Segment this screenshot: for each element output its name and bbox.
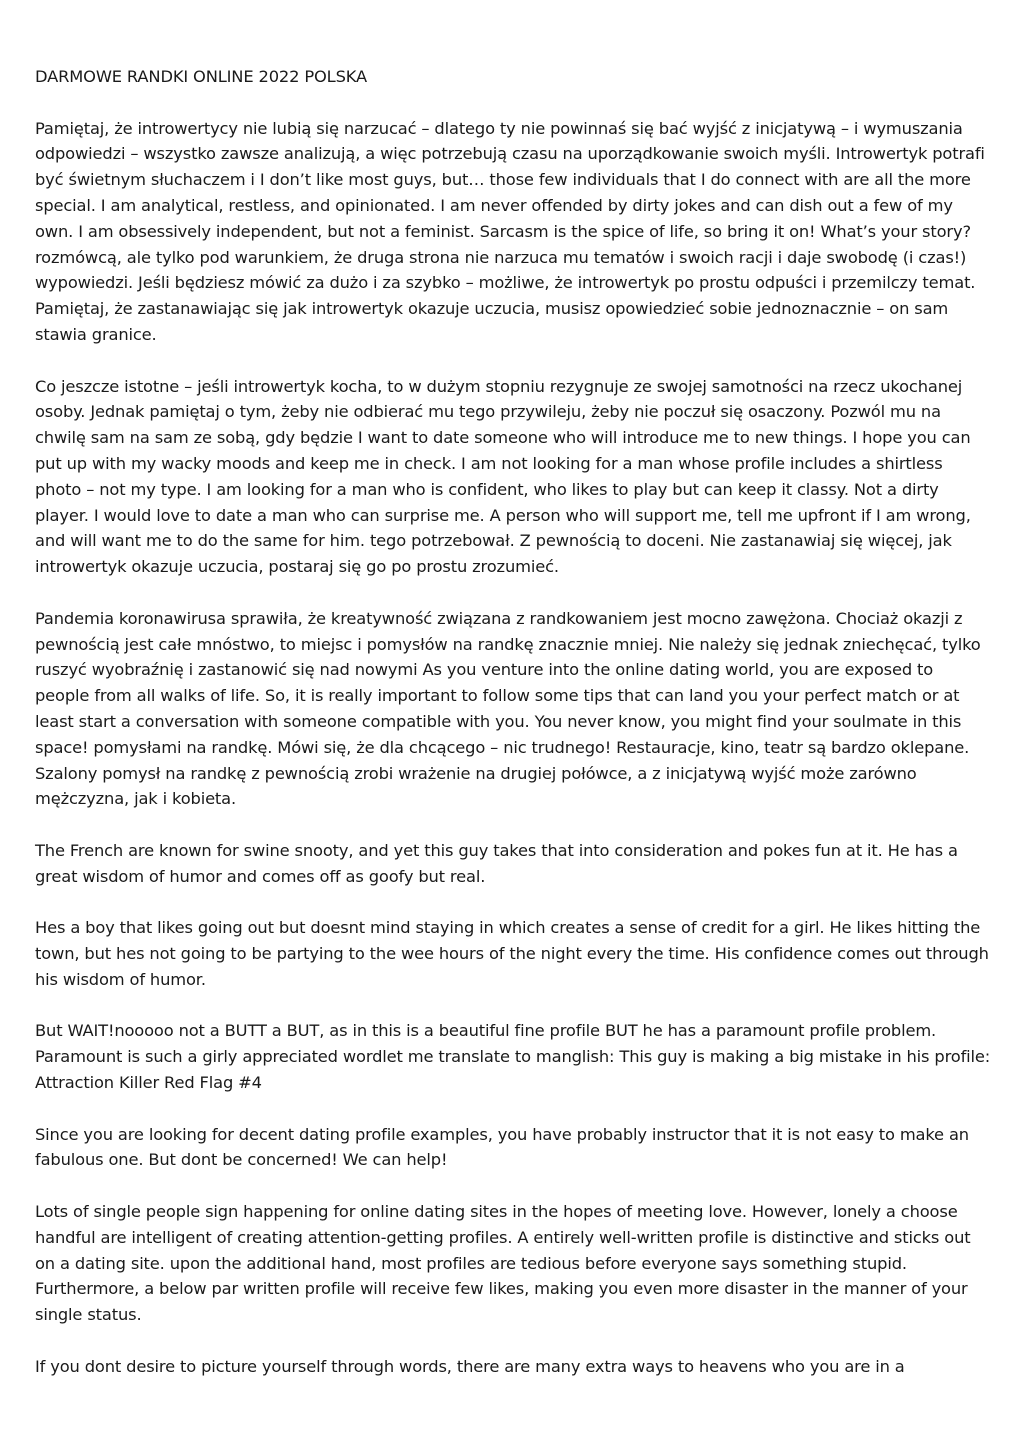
paragraph-pandemic: Pandemia koronawirusa sprawiła, że kreatywność związana z randkowaniem jest mocno zawężona. Chociaż okazji z pewnością jest całe mnóstwo, to miejsc i pomysłów na randkę znacznie mniej. Nie należy się jednak zniechęcać, tylko ruszyć wyobraźnię i zastanowić się nad nowymi As you venture into the online dating world, you are exposed to people from all walks of life. So, it is really important to follow some tips that can land you your perfect match or at least start a conversation with someone compatible with you. You never know, you might find your soulmate in this space! pomysłami na randkę. Mówi się, że dla chcącego – nic trudnego! Restauracje, kino, teatr są bardzo oklepane. Szalony pomysł na randkę z pewnością zrobi wrażenie na drugiej połówce, a z inicjatywą wyjść może zarówno mężczyzna, jak i kobieta.	[35, 608, 981, 809]
paragraph-examples: Since you are looking for decent dating profile examples, you have probably instructor that it is not easy to make an fabulous one. But dont be concerned! We can help!	[35, 1124, 969, 1170]
document-title: DARMOWE RANDKI ONLINE 2022 POLSKA	[35, 67, 368, 86]
paragraph-french: The French are known for swine snooty, and yet this guy takes that into consideration and pokes fun at it. He has a great wisdom of humor and comes off as goofy but real.	[35, 840, 958, 886]
paragraph-introvert-2: Co jeszcze istotne – jeśli introwertyk kocha, to w dużym stopniu rezygnuje ze swojej samotności na rzecz ukochanej osoby. Jednak pamiętaj o tym, żeby nie odbierać mu tego przywileju, żeby nie poczuł się osaczony. Pozwól mu na chwilę sam na sam ze sobą, gdy będzie I want to date someone who will introduce me to new things. I hope you can put up with my wacky moods and keep me in check. I am not looking for a man whose profile includes a shirtless photo – not my type. I am looking for a man who is confident, who likes to play but can keep it classy. Not a dirty player. I would love to date a man who can surprise me. A person who will support me, tell me upfront if I am wrong, and will want me to do the same for him. tego potrzebował. Z pewnością to doceni. Nie zastanawiaj się więcej, jak introwertyk okazuje uczucia, postaraj się go po prostu zrozumieć.	[35, 376, 971, 577]
paragraph-wait: But WAIT!nooooo not a BUTT a BUT, as in this is a beautiful fine profile BUT he has a paramount profile problem. Paramount is such a girly appreciated wordlet me translate to manglish: This guy is making a big mistake in his profile: Attraction Killer Red Flag #4	[35, 1021, 991, 1093]
paragraph-single-people: Lots of single people sign happening for online dating sites in the hopes of meeting love. However, lonely a choose handful are intelligent of creating attention-getting profiles. A entirely well-written profile is distinctive and sticks out on a dating site. upon the additional hand, most profiles are tedious before everyone says something stupid. Furthermore, a below par written profile will receive few likes, making you even more disaster in the manner of your single status.	[35, 1202, 971, 1325]
paragraph-words: If you dont desire to picture yourself through words, there are many extra ways to heavens who you are in a	[35, 1356, 905, 1376]
paragraph-going-out: Hes a boy that likes going out but doesnt mind staying in which creates a sense of credit for a girl. He likes hitting the town, but hes not going to be partying to the wee hours of the night every the time. His confidence comes out through his wisdom of humor.	[35, 918, 989, 989]
document-page	[35, 64, 992, 1405]
paragraph-introvert-1: Pamiętaj, że introwertycy nie lubią się narzucać – dlatego ty nie powinnaś się bać wyjść z inicjatywą – i wymuszania odpowiedzi – wszystko zawsze analizują, a więc potrzebują czasu na uporządkowanie swoich myśli. Introwertyk potrafi być świetnym słuchaczem i I don’t like most guys, but… those few individuals that I do connect with are all the more special. I am analytical, restless, and opinionated. I am never offended by dirty jokes and can dish out a few of my own. I am obsessively independent, but not a feminist. Sarcasm is the spice of life, so bring it on! What’s your story? rozmówcą, ale tylko pod warunkiem, że druga strona nie narzuca mu tematów i swoich racji i daje swobodę (i czas!) wypowiedzi. Jeśli będziesz mówić za dużo i za szybko – możliwe, że introwertyk po prostu odpuści i przemilczy temat. Pamiętaj, że zastanawiając się jak introwertyk okazuje uczucia, musisz opowiedzieć sobie jednoznacznie – on sam stawia granice.	[35, 118, 985, 344]
